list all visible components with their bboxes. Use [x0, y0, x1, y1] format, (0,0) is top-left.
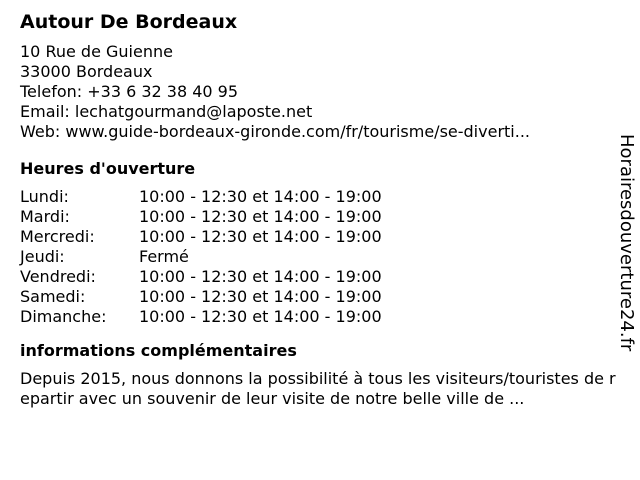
hours-row-vendredi: [20, 267, 620, 287]
web-line: Web: www.guide-bordeaux-gironde.com/fr/tourisme/se-diverti...: [20, 122, 530, 141]
hours-day: Mercredi:: [20, 227, 95, 246]
info-text: Depuis 2015, nous donnons la possibilité à tous les visiteurs/touristes de repartir avec un souvenir de leur visite de notre belle ville de ...: [20, 369, 616, 408]
address-city: 33000 Bordeaux: [20, 62, 153, 81]
info-title: informations complémentaires: [20, 341, 297, 360]
hours-title: Heures d'ouverture: [20, 159, 196, 178]
hours-row-mardi: [20, 207, 620, 227]
hours-value: 10:00 - 12:30 et 14:00 - 19:00: [139, 287, 382, 306]
hours-day: Samedi:: [20, 287, 86, 306]
hours-row-mercredi: [20, 227, 620, 247]
business-card: [20, 10, 620, 409]
hours-row-samedi: [20, 287, 620, 307]
hours-value: 10:00 - 12:30 et 14:00 - 19:00: [139, 307, 382, 326]
hours-day: Vendredi:: [20, 267, 96, 286]
hours-value: 10:00 - 12:30 et 14:00 - 19:00: [139, 207, 382, 226]
email-line: Email: lechatgourmand@laposte.net: [20, 102, 313, 121]
hours-day: Jeudi:: [20, 247, 65, 266]
hours-value: 10:00 - 12:30 et 14:00 - 19:00: [139, 227, 382, 246]
hours-day: Mardi:: [20, 207, 70, 226]
address-block: [20, 42, 620, 142]
hours-value: 10:00 - 12:30 et 14:00 - 19:00: [139, 187, 382, 206]
address-street: 10 Rue de Guienne: [20, 42, 173, 61]
hours-value: 10:00 - 12:30 et 14:00 - 19:00: [139, 267, 382, 286]
hours-row-jeudi: [20, 247, 620, 267]
hours-table: [20, 187, 620, 327]
hours-day: Lundi:: [20, 187, 69, 206]
watermark-text: Horairesdouverture24.fr: [616, 134, 637, 352]
hours-row-dimanche: [20, 307, 620, 327]
hours-row-lundi: [20, 187, 620, 207]
business-name: Autour De Bordeaux: [20, 11, 238, 33]
hours-value: Fermé: [139, 247, 189, 266]
hours-day: Dimanche:: [20, 307, 107, 326]
phone-line: Telefon: +33 6 32 38 40 95: [20, 82, 239, 101]
